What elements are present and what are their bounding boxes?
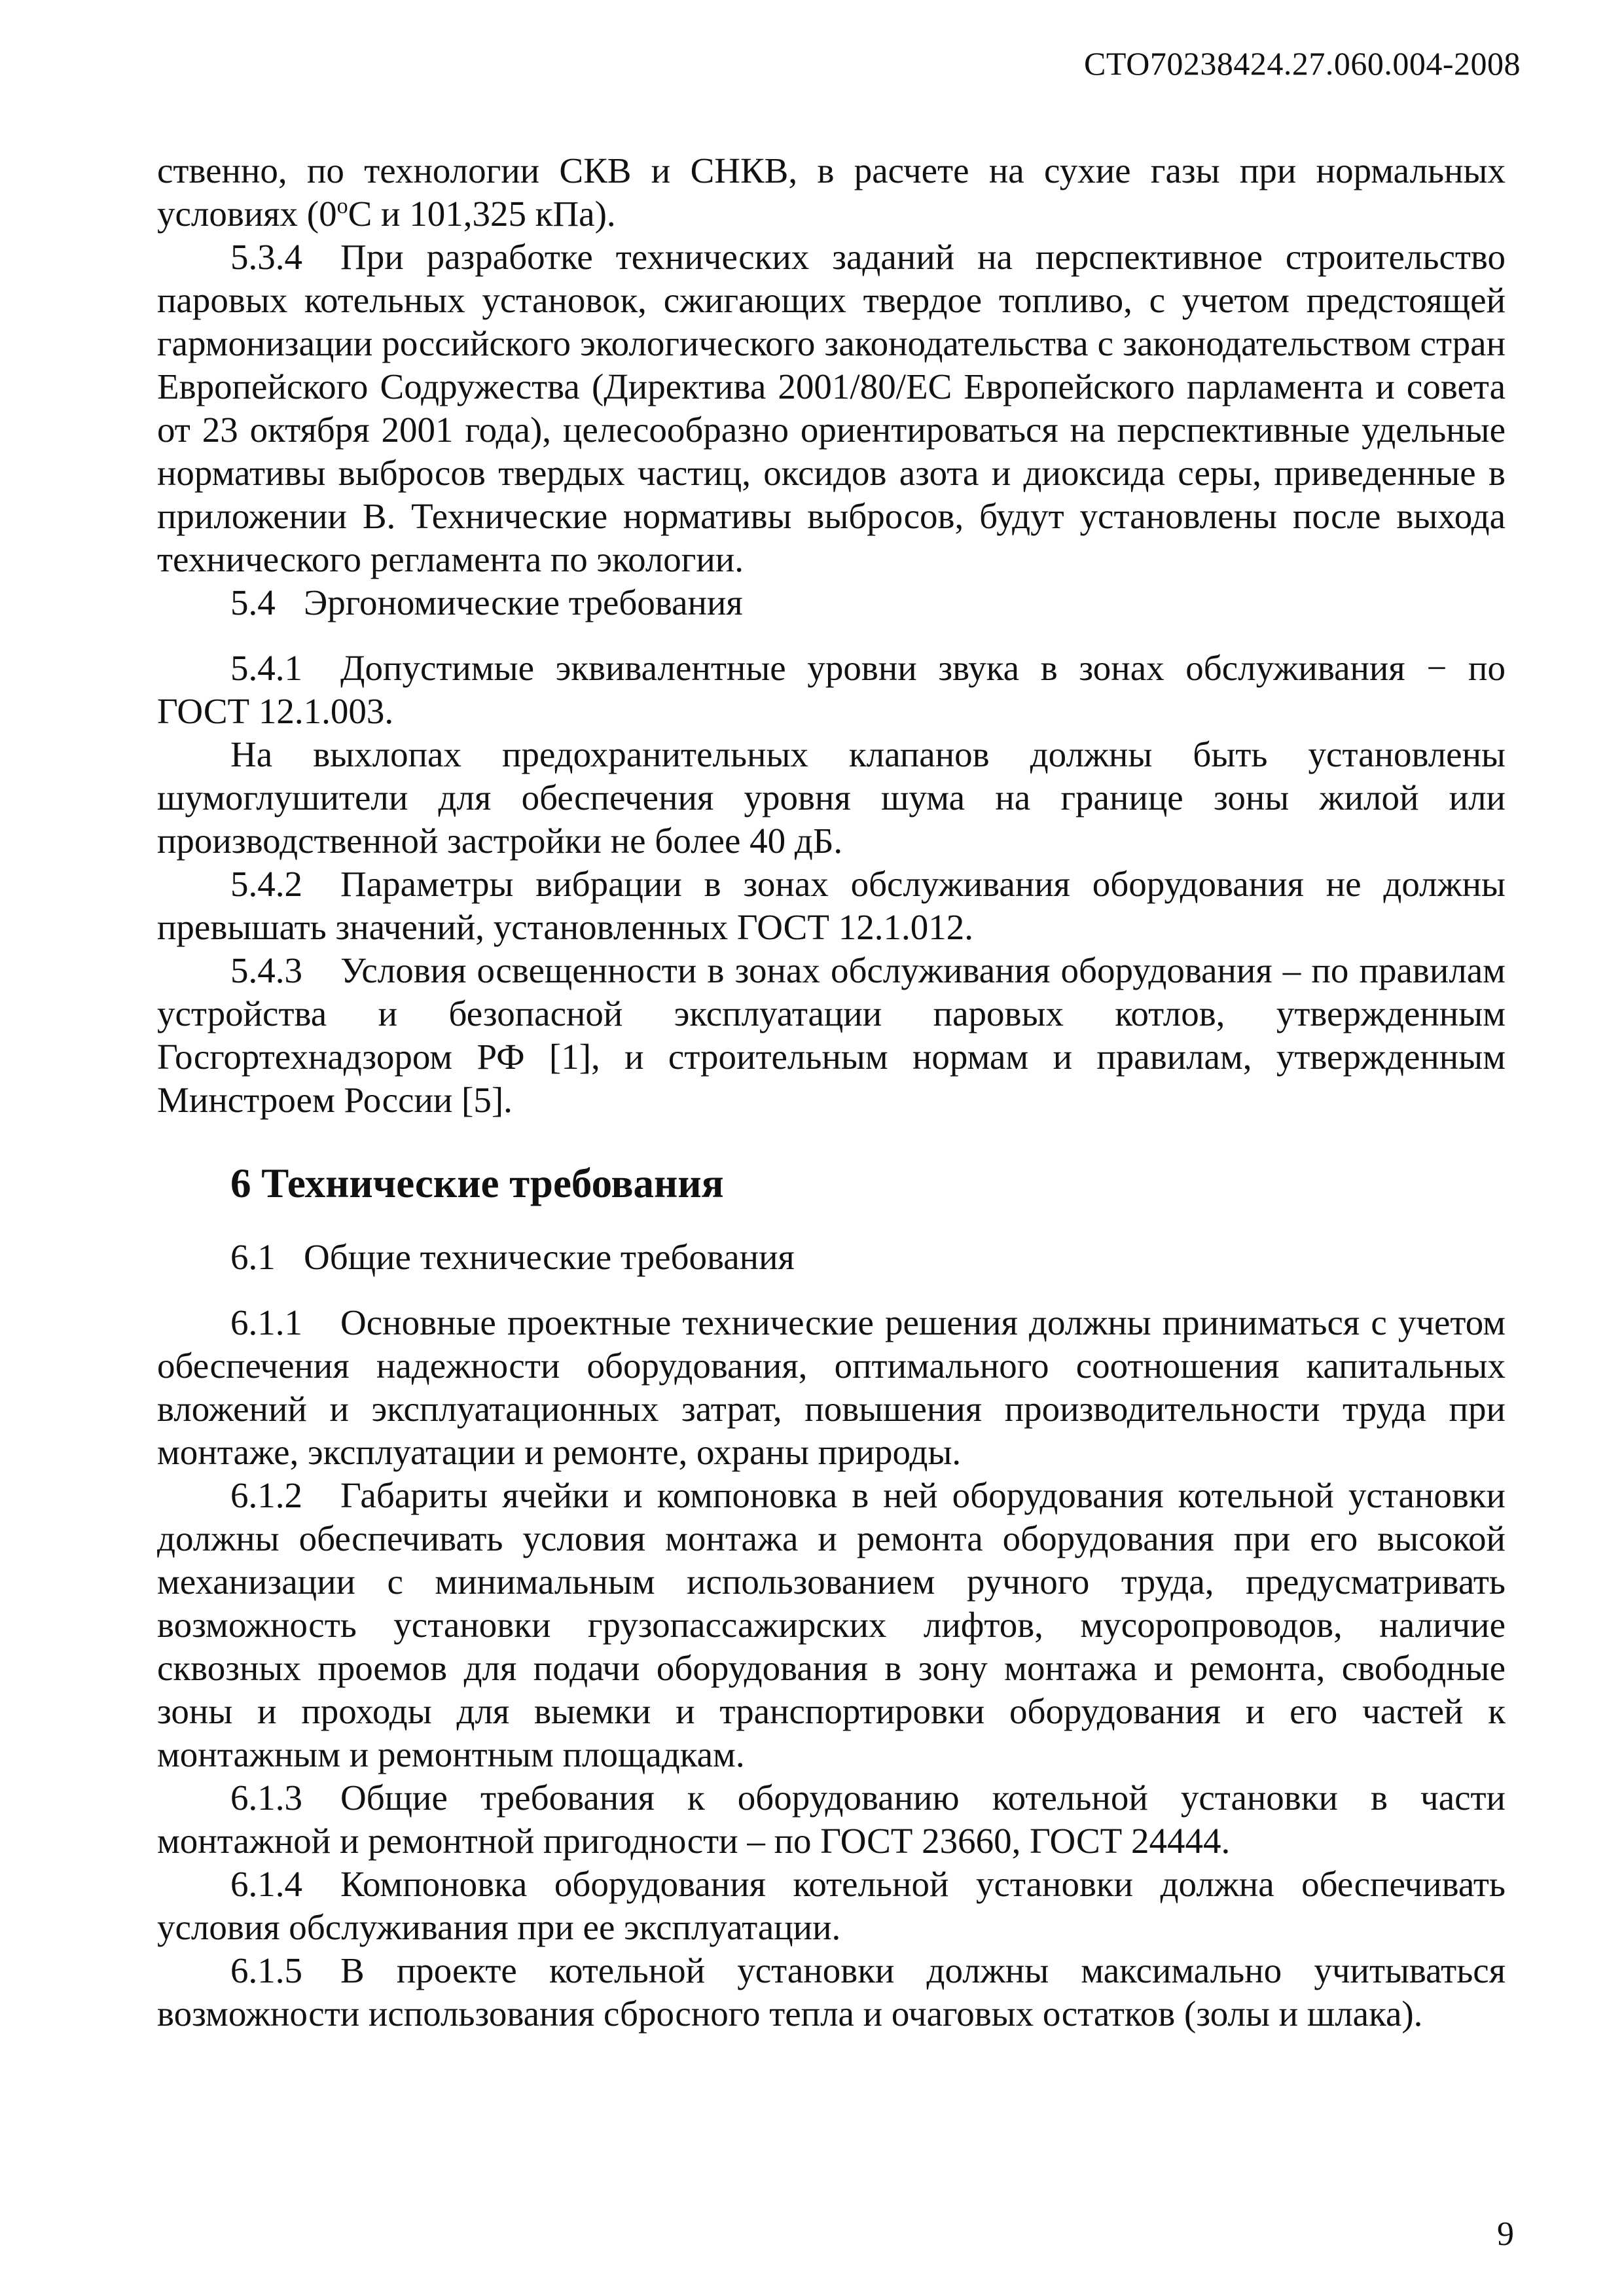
clause-text: При разработке технических заданий на перспективное строительство паровых котельных установок, сжигающих твердое топливо, с учетом предстоящей гармонизации российского экологического законодательства с законодательством стран Европейского Содружества (Директива 2001/80/ЕС Европейского парламента и совета от 23 октября 2001 года), целесообразно ориентироваться на перспективные удельные нормативы выбросов твердых частиц, оксидов азота и диоксида серы, приведенные в приложении В. Технические нормативы выбросов, будут установлены после выхода технического регламента по экологии.	[157, 237, 1506, 579]
paragraph-6-1-1	[157, 1301, 1506, 1474]
paragraph-6-1-3	[157, 1776, 1506, 1863]
clause-number: 5.4.1	[230, 648, 302, 688]
paragraph-6-1-4	[157, 1863, 1506, 1949]
degree-superscript: o	[336, 194, 348, 219]
clause-text: В проекте котельной установки должны максимально учитываться возможности использования сбросного тепла и очаговых остатков (золы и шлака).	[157, 1950, 1506, 2034]
page-body	[157, 149, 1506, 2036]
paragraph-6-1-5	[157, 1949, 1506, 2036]
clause-number: 6.1.3	[230, 1778, 302, 1818]
clause-text: Условия освещенности в зонах обслуживания оборудования – по правилам устройства и безопасной эксплуатации паровых котлов, утвержденным Госгортехнадзором РФ [1], и строительным нормам и правилам, утвержденным Минстроем России [5].	[157, 950, 1506, 1120]
clause-number: 6.1.5	[230, 1950, 302, 1990]
clause-number: 5.4.2	[230, 864, 302, 904]
subsection-number: 5.4	[230, 583, 276, 622]
continuation-text: ственно, по технологии СКВ и СНКВ, в расчете на сухие газы при нормальных условиях (0	[157, 151, 1506, 234]
subsection-number: 6.1	[230, 1237, 276, 1277]
clause-number: 6.1.1	[230, 1302, 302, 1342]
clause-number: 6.1.4	[230, 1864, 302, 1904]
paragraph-5-4-3	[157, 949, 1506, 1122]
subsection-5-4	[157, 581, 1506, 624]
clause-text: Параметры вибрации в зонах обслуживания оборудования не должны превышать значений, установленных ГОСТ 12.1.012.	[157, 864, 1506, 947]
paragraph-5-3-4	[157, 236, 1506, 581]
continuation-tail: С и 101,325 кПа).	[348, 194, 616, 234]
subsection-title: Эргономические требования	[304, 583, 743, 622]
paragraph-5-4-1	[157, 647, 1506, 733]
clause-number: 6.1.2	[230, 1475, 302, 1515]
subsection-6-1	[157, 1236, 1506, 1279]
paragraph-5-4-2	[157, 863, 1506, 949]
paragraph-6-1-2	[157, 1474, 1506, 1776]
paragraph-5-4-1-continued: На выхлопах предохранительных клапанов должны быть установлены шумоглушители для обеспечения уровня шума на границе зоны жилой или производственной застройки не более 40 дБ.	[157, 734, 1506, 861]
clause-text: Допустимые эквивалентные уровни звука в зонах обслуживания − по ГОСТ 12.1.003.	[157, 648, 1506, 731]
section-6-heading: 6 Технические требования	[230, 1160, 724, 1206]
clause-text: Основные проектные технические решения должны приниматься с учетом обеспечения надежности оборудования, оптимального соотношения капитальных вложений и эксплуатационных затрат, повышения производительности труда при монтаже, эксплуатации и ремонте, охраны природы.	[157, 1302, 1506, 1472]
clause-text: Компоновка оборудования котельной установки должна обеспечивать условия обслуживания при ее эксплуатации.	[157, 1864, 1506, 1947]
document-code-header: СТО70238424.27.060.004-2008	[1084, 45, 1521, 82]
clause-number: 5.4.3	[230, 950, 302, 990]
paragraph-continuation	[157, 149, 1506, 236]
clause-number: 5.3.4	[230, 237, 302, 277]
clause-text: Габариты ячейки и компоновка в ней оборудования котельной установки должны обеспечивать условия монтажа и ремонта оборудования при его высокой механизации с минимальным использованием ручного труда, предусматривать возможность установки грузопассажирских лифтов, мусоропроводов, наличие сквозных проемов для подачи оборудования в зону монтажа и ремонта, свободные зоны и проходы для выемки и транспортировки оборудования и его частей к монтажным и ремонтным площадкам.	[157, 1475, 1506, 1774]
page-number: 9	[1497, 2215, 1514, 2253]
subsection-title: Общие технические требования	[304, 1237, 795, 1277]
clause-text: Общие требования к оборудованию котельной установки в части монтажной и ремонтной пригодности – по ГОСТ 23660, ГОСТ 24444.	[157, 1778, 1506, 1861]
